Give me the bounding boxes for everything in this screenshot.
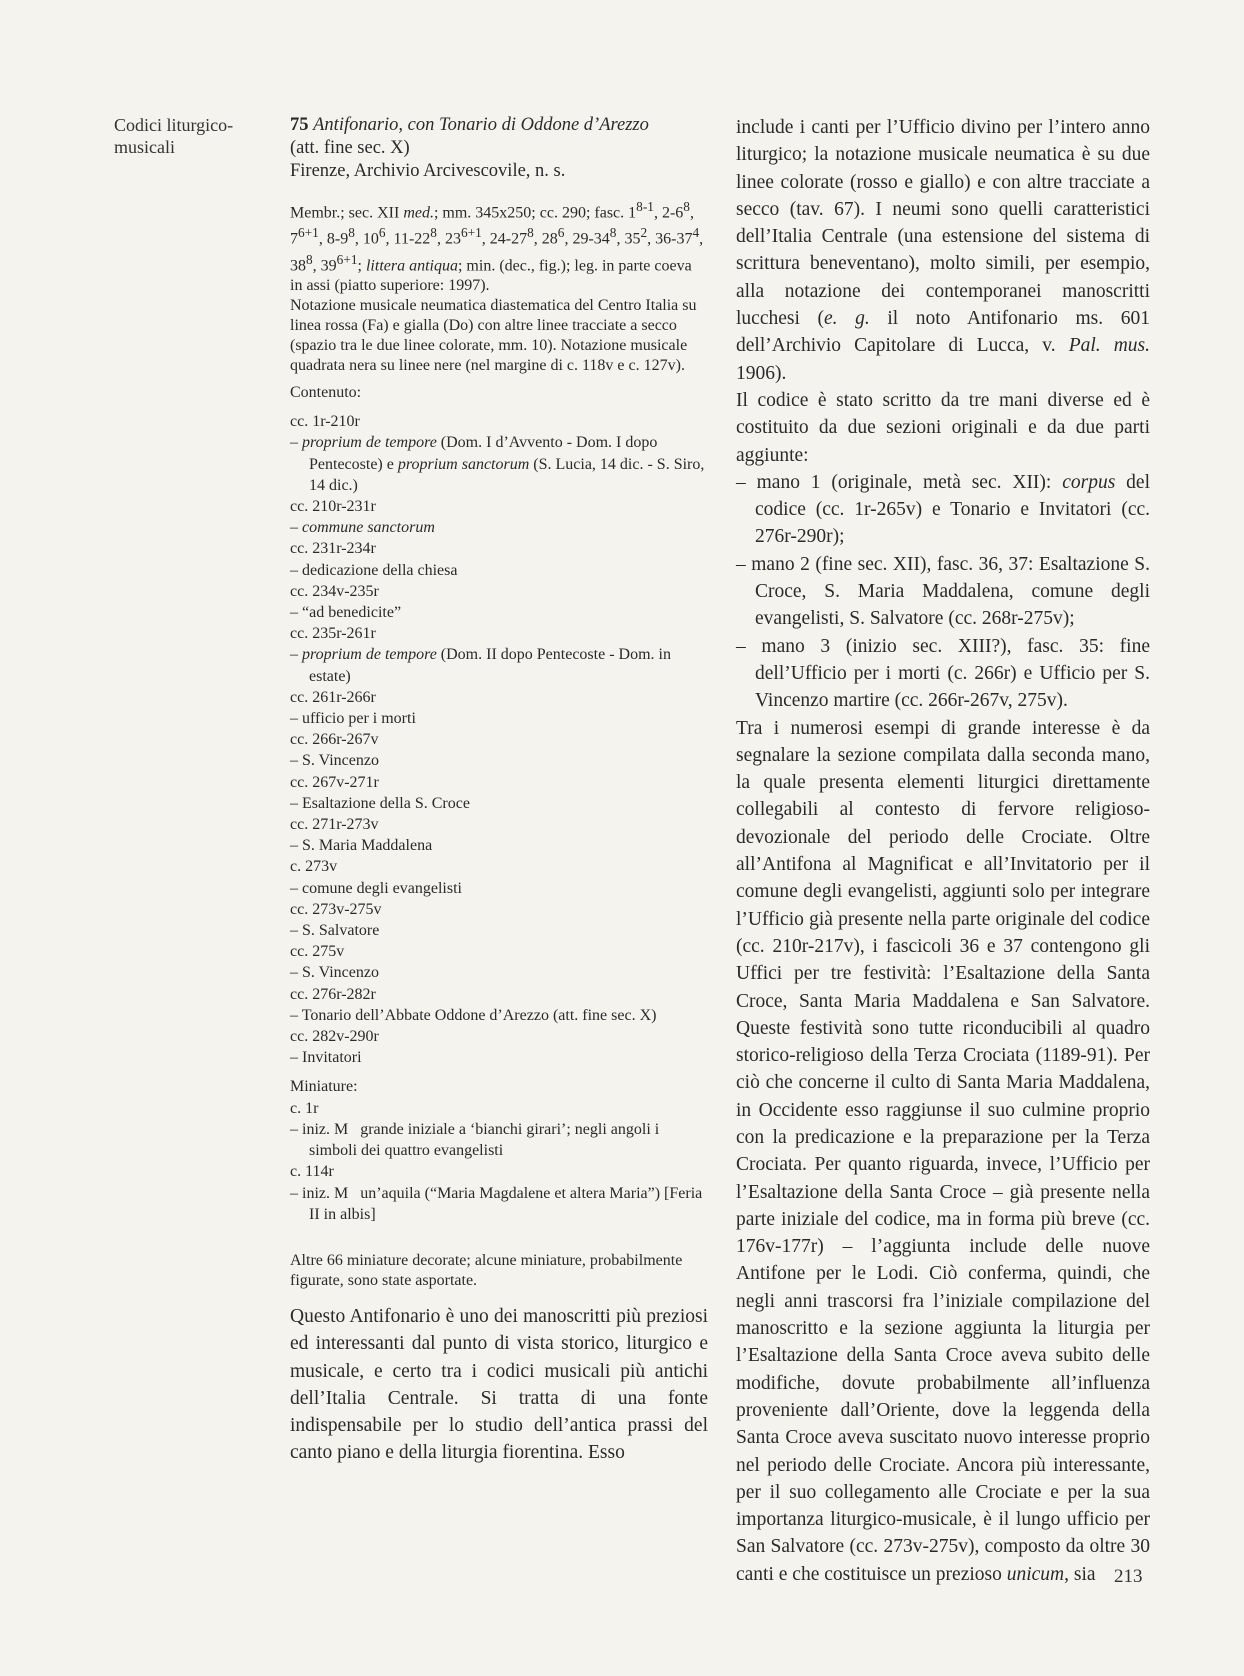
body-column-right: [736, 114, 1150, 1588]
contents-item: cc. 282v-290r: [290, 1028, 379, 1046]
contents-item: – “ad benedicite”: [290, 604, 402, 622]
entry-title-line: [290, 114, 708, 137]
contents-item: cc. 273v-275v: [290, 900, 382, 918]
contents-item: c. 273v: [290, 858, 338, 876]
contents-item: cc. 267v-271r: [290, 773, 379, 791]
miniature-item: c. 1r: [290, 1099, 319, 1117]
contents-item: cc. 235r-261r: [290, 625, 376, 643]
contents-item: cc. 271r-273v: [290, 816, 379, 834]
contents-item: – S. Vincenzo: [290, 752, 379, 770]
contents-item: – comune degli evangelisti: [290, 879, 462, 897]
entry-number: 75: [290, 115, 309, 135]
entry-date: (att. fine sec. X): [290, 138, 410, 158]
miniature-item: c. 114r: [290, 1163, 334, 1181]
section-label: Codici liturgico-musicali: [114, 115, 234, 157]
body-paragraph-hands-intro: Il codice è stato scritto da tre mani diverse ed è costituito da due sezioni originali e da due parti aggiunte:: [736, 389, 1150, 466]
contents-item: – Tonario dell’Abbate Oddone d’Arezzo (att. fine sec. X): [290, 1006, 657, 1024]
contents-item: – S. Salvatore: [290, 922, 380, 940]
miniature-item: – iniz. M un’aquila (“Maria Magdalene et altera Maria”) [Feria II in albis]: [290, 1184, 703, 1223]
contents-item: – commune sanctorum: [290, 519, 435, 537]
contents-item: – dedicazione della chiesa: [290, 561, 458, 579]
body-paragraph-intro: Questo Antifonario è uno dei manoscritti più preziosi ed interessanti dal punto di vista storico, liturgico e musicale, e certo tra i codici musicali più antichi dell’Italia Centrale. Si tratta di una fonte indispensabile per lo studio dell’antica prassi del canto piano e della liturgia fiorentina. Esso: [290, 1305, 708, 1464]
entry-location: Firenze, Archivio Arcivescovile, n. s.: [290, 161, 566, 181]
entry-heading: [290, 114, 708, 183]
entry-title: Antifonario, con Tonario di Oddone d’Arezzo: [313, 115, 649, 135]
contents-item: – Invitatori: [290, 1049, 362, 1067]
contents-item: – S. Vincenzo: [290, 964, 379, 982]
contents-item: cc. 261r-266r: [290, 688, 376, 706]
contents-item: – ufficio per i morti: [290, 710, 416, 728]
page-number: 213: [1114, 1566, 1143, 1587]
miniatures-list: [290, 1098, 708, 1225]
contents-item: – proprium de tempore (Dom. I d’Avvento - Dom. I dopo Pentecoste) e proprium sanctorum (S. Lucia, 14 dic. - S. Siro, 14 dic.): [290, 434, 705, 494]
contents-item: cc. 234v-235r: [290, 582, 379, 600]
catalog-entry: [290, 114, 708, 1467]
contents-item: cc. 266r-267v: [290, 731, 379, 749]
contents-item: cc. 275v: [290, 943, 345, 961]
body-paragraph-notation: include i canti per l’Ufficio divino per l’intero anno liturgico; la notazione musicale neumatica è su due linee colorate (rosso e giallo) e con altre tracciate a secco (tav. 67). I neumi sono quelli caratteristici dell’Italia Centrale (una estensione del sistema di scrittura beneventano), molto simili, per esempio, alla notazione dei contemporanei manoscritti lucchesi (e. g. il noto Antifonario ms. 601 dell’Archivio Capitolare di Lucca, v. Pal. mus. 1906).: [736, 117, 1151, 384]
hand-item: – mano 2 (fine sec. XII), fasc. 36, 37: Esaltazione S. Croce, S. Maria Maddalena, comune degli evangelisti, S. Salvatore (cc. 268r-275v);: [736, 553, 1150, 630]
miniature-item: – iniz. M grande iniziale a ‘bianchi girari’; negli angoli i simboli dei quattro evangelisti: [290, 1120, 660, 1160]
hands-list: [736, 469, 1150, 715]
hand-item: – mano 3 (inizio sec. XIII?), fasc. 35: fine dell’Ufficio per i morti (c. 266r) e Ufficio per S. Vincenzo martire (cc. 266r-267v, 275v).: [736, 635, 1150, 712]
description-notation: Notazione musicale neumatica diastematica del Centro Italia su linea rossa (Fa) e gialla (Do) con altre linee tracciate a secco (spazio tra le due linee colorate, mm. 10). Notazione musicale quadrata nera su linee nere (nel margine di c. 118v e c. 127v).: [290, 296, 697, 374]
contents-item: cc. 276r-282r: [290, 985, 376, 1003]
contents-item: – Esaltazione della S. Croce: [290, 794, 470, 812]
contents-item: cc. 1r-210r: [290, 413, 360, 431]
contents-item: cc. 210r-231r: [290, 498, 376, 515]
description-physical: Membr.; sec. XII med.; mm. 345x250; cc. 290; fasc. 1$^{8-1}$, $2-6^8$, $7^{6+1}$, $8-9^8$, $10^6$, $11-22^8$, $23^{6+1}$, $24-27^8$, $28^6$, $29-34^8$, $35^2$, $36-37^4$, $38^8$, $39^{6+1}$; littera antiqua; min. (dec., fig.); leg. in parte coeva in assi (piatto superiore: 1997).: [290, 199, 704, 294]
contents-list: [290, 411, 708, 1068]
miniatures-note: Altre 66 miniature decorate; alcune miniature, probabilmente figurate, sono state asportate.: [290, 1251, 683, 1289]
contents-heading: Contenuto:: [290, 383, 362, 401]
hand-item: – mano 1 (originale, metà sec. XII): corpus del codice (cc. 1r-265v) e Tonario e Invitatori (cc. 276r-290r);: [736, 471, 1151, 548]
contents-item: – S. Maria Maddalena: [290, 837, 433, 855]
body-paragraph-crusades: Tra i numerosi esempi di grande interesse è da segnalare la sezione compilata dalla seconda mano, la quale presenta elementi liturgici direttamente collegabili al contesto di fervore religioso-devozionale del periodo delle Crociate. Oltre all’Antifona al Magnificat e all’Invitatorio per il comune degli evangelisti, aggiunti solo per integrare l’Ufficio già presente nella parte originale del codice (cc. 210r-217v), i fascicoli 36 e 37 contengono gli Uffici per tre festività: l’Esaltazione della Santa Croce, Santa Maria Maddalena e San Salvatore. Queste festività sono tutte riconducibili al quadro storico-religioso della Terza Crociata (1189-91). Per ciò che concerne il culto di Santa Maria Maddalena, in Occidente esso raggiunse il suo culmine proprio con la predicazione e la preparazione per la Terza Crociata. Per quanto riguarda, invece, l’Ufficio per l’Esaltazione della Santa Croce – già presente nella parte iniziale del codice, ma in forma più breve (cc. 176v-177r) – l’aggiunta include delle nuove Antifone per le Lodi. Ciò conferma, quindi, che negli anni trascorsi fra l’iniziale compilazione del manoscritto e la sezione aggiunta la liturgia per l’Esaltazione della Santa Croce aveva subito delle modifiche, dovute probabilmente all’influenza proveniente dall’Oriente, dove la leggenda della Santa Croce aveva suscitato nuovo interesse proprio nel periodo delle Crociate. Ancora più interessante, per il suo collegamento alle Crociate e per la sua importanza liturgico-musicale, è il lungo ufficio per San Salvatore (cc. 273v-275v), composto da oltre 30 canti e che costituisce un prezioso unicum, sia: [736, 717, 1150, 1585]
contents-item: cc. 231r-234r: [290, 540, 376, 558]
contents-item: – proprium de tempore (Dom. II dopo Pentecoste - Dom. in estate): [290, 646, 671, 685]
miniatures-heading: Miniature:: [290, 1078, 358, 1096]
